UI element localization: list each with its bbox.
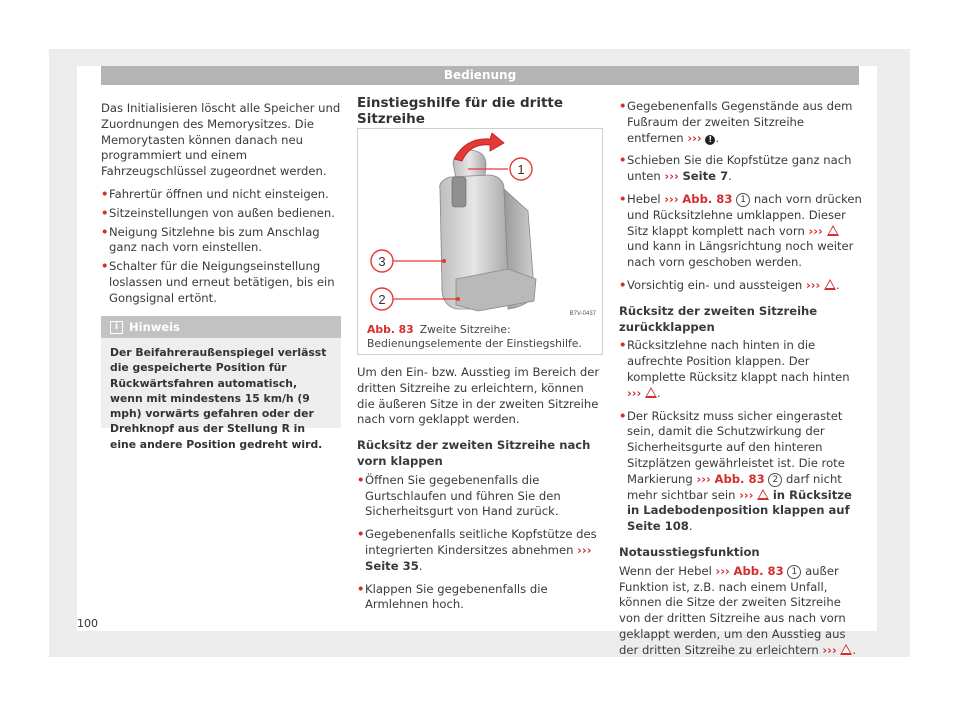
punct: . xyxy=(657,385,661,400)
right-column xyxy=(619,99,864,659)
section-title: Einstiegshilfe für die dritte Sitzreihe xyxy=(357,96,601,135)
list-item xyxy=(619,338,864,401)
list-item-text: darf nicht mehr sichtbar sein xyxy=(627,471,842,502)
ref-arrow: ››› xyxy=(627,385,642,400)
figure-ref-link[interactable]: Abb. 83 xyxy=(682,191,733,206)
caption-text: Zweite Sitzreihe: Bedienungselemente der Einstiegshilfe. xyxy=(367,323,582,350)
list-item: • Schalter für die Neigungseinstellung loslassen und erneut betätigen, bis ein Gongsignal ertönt. xyxy=(101,259,341,306)
page-number: 100 xyxy=(77,617,98,630)
subheading: Rücksitz der zweiten Sitzreihe nach vorn klappen xyxy=(357,438,591,468)
paragraph xyxy=(619,564,864,659)
ref-arrow: ››› xyxy=(687,130,702,145)
intro-paragraph: Das Initialisieren löscht alle Speicher und Zuordnungen des Memorysitzes. Die Memorytasten können danach neu programmiert und einem Fahrzeugschlüssel zugeordnet werden. xyxy=(101,101,341,179)
list-item-text: Gegebenenfalls Gegenstände aus dem Fußraum der zweiten Sitzreihe entfernen xyxy=(627,99,853,145)
list-item-text: Schieben Sie die Kopfstütze ganz nach unten xyxy=(627,153,852,184)
page-ref-link[interactable]: Seite 35 xyxy=(365,558,419,573)
ref-arrow: ››› xyxy=(577,542,592,557)
paragraph-text: außer Funktion ist, z.B. nach einem Unfall, können die Sitze der zweiten Sitzreihe von der dritten Sitzreihe aus nach vorn geklappt werden, um den Ausstieg aus der dritten Sitzreihe zu erleichtern xyxy=(619,563,846,657)
warning-icon[interactable] xyxy=(840,644,852,655)
ref-arrow: ››› xyxy=(808,223,823,238)
list-item xyxy=(619,278,864,294)
callout-number: 1 xyxy=(787,565,801,579)
list-item-text: Hebel xyxy=(627,191,661,206)
list-item xyxy=(619,192,864,271)
paragraph-text: Wenn der Hebel xyxy=(619,563,712,578)
ref-arrow: ››› xyxy=(696,471,711,486)
callout-label-1: 1 xyxy=(517,162,525,177)
page-header: Bedienung xyxy=(101,66,859,85)
figure-ref-link[interactable]: Abb. 83 xyxy=(733,563,784,578)
middle-column-text xyxy=(357,365,601,616)
left-column xyxy=(101,101,341,310)
punct: . xyxy=(715,130,720,145)
list-item-text: nach vorn drücken und Rücksitzlehne umklappen. Dieser Sitz klappt komplett nach vorn xyxy=(627,191,862,238)
list-item: • Neigung Sitzlehne bis zum Anschlag ganz nach vorn einstellen. xyxy=(101,225,341,257)
ref-arrow: ››› xyxy=(805,277,821,292)
intro-paragraph: Um den Ein- bzw. Ausstieg im Bereich der dritten Sitzreihe zu erleichtern, können die äußeren Sitze in der zweiten Sitzreihe nach vorn geklappt werden. xyxy=(357,365,600,427)
ref-arrow: ››› xyxy=(739,487,754,502)
list-item: • Öffnen Sie gegebenenfalls die Gurtschlaufen und führen Sie den Sicherheitsgurt von Hand zurück. xyxy=(357,473,601,520)
warning-icon[interactable] xyxy=(824,279,836,290)
list-item-text: Vorsichtig ein- und aussteigen xyxy=(627,277,803,292)
list-item-text: Rücksitzlehne nach hinten in die aufrechte Position klappen. Der komplette Rücksitz klappt nach hinten xyxy=(627,338,850,384)
punct: . xyxy=(418,558,423,573)
list-item xyxy=(619,153,864,185)
hint-header xyxy=(101,316,341,338)
list-item: • Sitzeinstellungen von außen bedienen. xyxy=(101,206,341,222)
page-ref-link[interactable]: in Rücksitze in Ladebodenposition klappen auf Seite 108 xyxy=(627,487,852,534)
list-item: • Fahrertür öffnen und nicht einsteigen. xyxy=(101,187,341,203)
list-item: • Klappen Sie gegebenenfalls die Armlehnen hoch. xyxy=(357,582,601,614)
warning-icon[interactable] xyxy=(645,387,657,398)
list-item-text: und kann in Längsrichtung noch weiter nach vorn geschoben werden. xyxy=(627,239,854,270)
subheading: Rücksitz der zweiten Sitzreihe zurückklappen xyxy=(619,303,818,334)
list-item-text: Gegebenenfalls seitliche Kopfstütze des integrierten Kindersitzes abnehmen xyxy=(365,527,597,557)
hint-title: Hinweis xyxy=(129,320,180,334)
callout-number: 1 xyxy=(736,193,750,207)
callout-label-3: 3 xyxy=(378,254,386,269)
figure-83 xyxy=(357,128,603,355)
punct: . xyxy=(836,277,840,292)
seat-illustration xyxy=(358,129,602,319)
ref-arrow: ››› xyxy=(822,642,837,657)
subheading: Notausstiegsfunktion xyxy=(619,544,760,559)
figure-ref-link[interactable]: Abb. 83 xyxy=(714,471,765,486)
info-icon: i xyxy=(110,321,123,334)
warning-icon[interactable] xyxy=(757,489,769,500)
callout-number: 2 xyxy=(768,473,782,487)
list-item xyxy=(357,527,601,574)
callout-label-2: 2 xyxy=(378,292,386,307)
caption-label: Abb. 83 xyxy=(367,323,414,336)
stop-icon[interactable]: ! xyxy=(705,135,715,145)
ref-arrow: ››› xyxy=(664,169,679,184)
list-item xyxy=(619,99,864,146)
hint-box xyxy=(101,316,341,451)
punct: . xyxy=(688,519,693,534)
figure-code: B7V-0437 xyxy=(569,311,596,317)
hint-text: Der Beifahreraußenspiegel verlässt die gespeicherte Position für Rückwärtsfahren automatisch, wenn mit mindestens 15 km/h (9 mph) vorwärts gefahren oder der Drehknopf aus der Stellung R in eine andere Position gedreht wird. xyxy=(110,346,327,451)
ref-arrow: ››› xyxy=(664,191,679,206)
punct: . xyxy=(852,642,857,657)
punct: . xyxy=(728,169,732,184)
list-item-text: Der Rücksitz muss sicher eingerastet sein, damit die Schutzwirkung der Sicherheitsgurte auf den hinteren Sitzplätzen gewährleistet ist. Die rote Markierung xyxy=(627,408,845,486)
warning-icon[interactable] xyxy=(827,225,839,236)
list-item xyxy=(619,409,864,535)
ref-arrow: ››› xyxy=(715,563,730,578)
page-ref-link[interactable]: Seite 7 xyxy=(682,169,729,184)
figure-caption xyxy=(367,323,595,351)
